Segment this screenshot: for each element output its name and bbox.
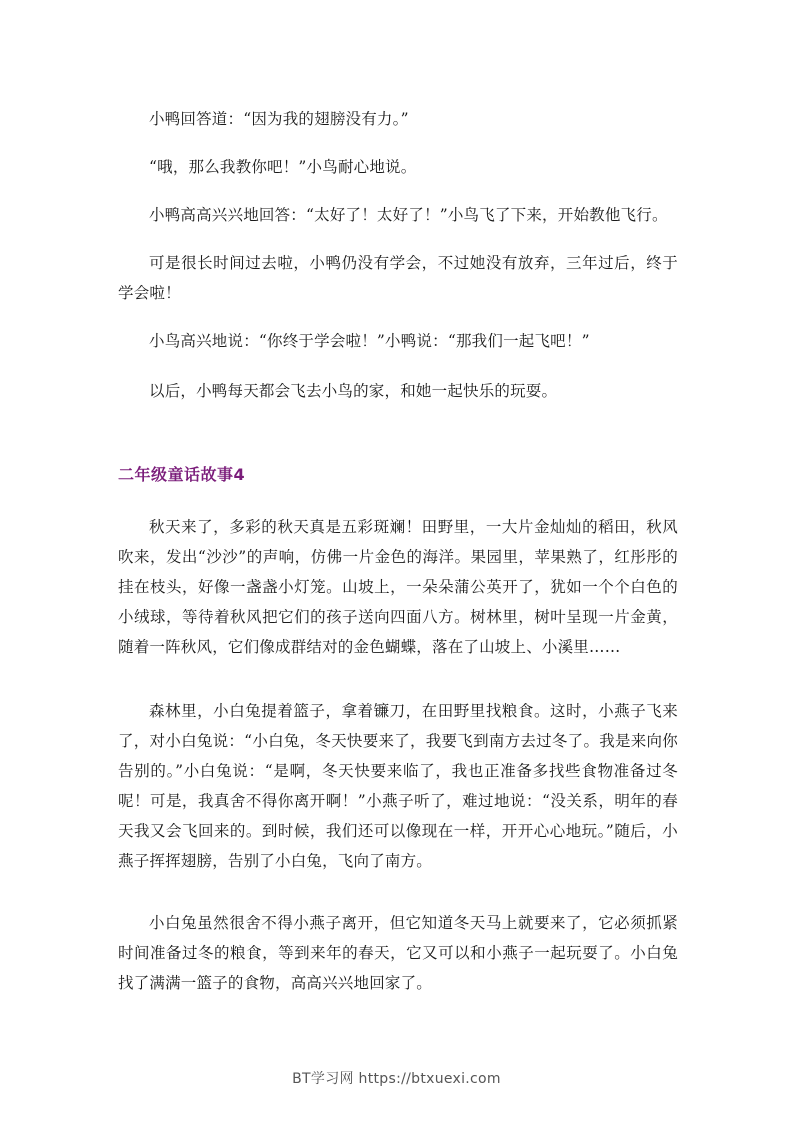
section-heading: 二年级童话故事4 [118, 465, 246, 484]
paragraph-duck-happy: 小鸭高高兴兴地回答：“太好了！太好了！”小鸟飞了下来，开始教他飞行。 [149, 206, 668, 224]
paragraph-fly-together: 小鸟高兴地说：“你终于学会啦！”小鸭说：“那我们一起飞吧！” [149, 332, 590, 350]
paragraph-rabbit-swallow: 森林里，小白兔提着篮子，拿着镰刀，在田野里找粮食。这时，小燕子飞来了，对小白兔说：“小白兔，冬天快要来了，我要飞到南方去过冬了。我是来向你告别的。”小白兔说：“是啊，冬天快要来临了，我也正准备多找些食物准备过冬呢！可是，我真舍不得你离开啊！”小燕子听了，难过地说：“没关系，明年的春天我又会飞回来的。到时候，我们还可以像现在一样，开开心心地玩。”随后，小燕子挥挥翅膀，告别了小白兔，飞向了南方。 [118, 702, 678, 870]
paragraph-every-day: 以后，小鸭每天都会飞去小鸟的家，和她一起快乐的玩耍。 [149, 382, 558, 400]
paragraph-autumn: 秋天来了，多彩的秋天真是五彩斑斓！田野里，一大片金灿灿的稻田，秋风吹来，发出“沙沙”的声响，仿佛一片金色的海洋。果园里，苹果熟了，红彤彤的挂在枝头，好像一盏盏小灯笼。山坡上，一朵朵蒲公英开了，犹如一个个白色的小绒球，等待着秋风把它们的孩子送向四面八方。树林里，树叶呈现一片金黄，随着一阵秋风，它们像成群结对的金色蝴蝶，落在了山坡上、小溪里…… [118, 518, 678, 656]
paragraph-three-years: 可是很长时间过去啦，小鸭仍没有学会，不过她没有放弃，三年过后，终于学会啦！ [118, 254, 678, 302]
paragraph-duck-answer: 小鸭回答道：“因为我的翅膀没有力。” [149, 110, 409, 128]
paragraph-rabbit-home: 小白兔虽然很舍不得小燕子离开，但它知道冬天马上就要来了，它必须抓紧时间准备过冬的粮食，等到来年的春天，它又可以和小燕子一起玩耍了。小白兔找了满满一篮子的食物，高高兴兴地回家了。 [118, 914, 678, 992]
page-footer: BT学习网 https://btxuexi.com [292, 1071, 501, 1087]
paragraph-bird-offer: “哦，那么我教你吧！”小鸟耐心地说。 [149, 158, 417, 176]
